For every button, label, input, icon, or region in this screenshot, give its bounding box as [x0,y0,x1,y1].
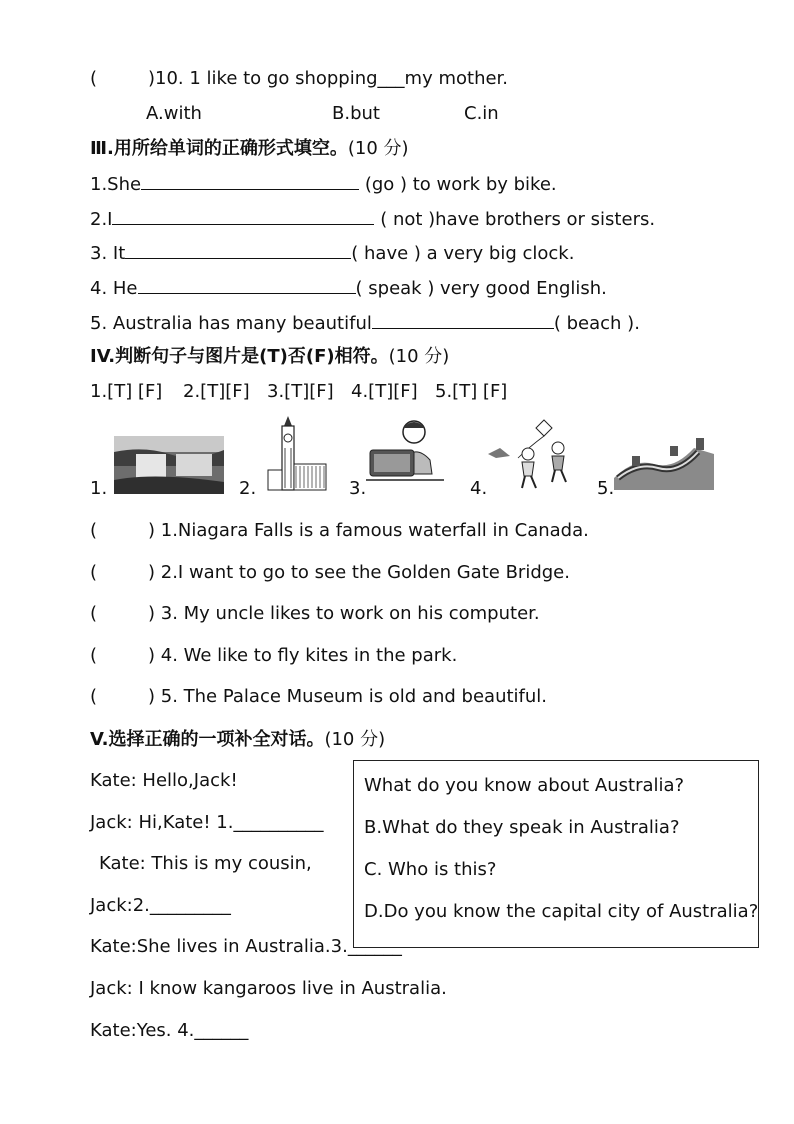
statement-5 [90,686,547,708]
dialogue-line-7: Kate:Yes. 4.______ [90,1020,249,1041]
picture-label-2: 2. [239,478,257,499]
fill-item-2-prefix: 2.I [90,209,113,230]
q10-option-c: C.in [464,103,499,124]
fill-item-1-prefix: 1.She [90,174,142,195]
tf-choice-1[interactable]: 1.[T] [F] [90,381,163,402]
answer-blank[interactable] [372,312,554,329]
dialogue-line-5: Kate:She lives in Australia.3.______ [90,936,402,957]
fill-item-5-prefix: 5. Australia has many beautiful [90,313,372,334]
dialogue-line-2: Jack: Hi,Kate! 1.__________ [90,812,324,833]
boy-computer-picture-icon [366,416,446,490]
tf-choice-2[interactable]: 2.[T][F] [183,381,250,402]
fill-item-4-suffix: ( speak ) very good English. [355,278,607,299]
answer-paren[interactable]: ( [90,520,98,541]
waterfall-picture-icon [114,436,224,494]
picture-label-5: 5. [597,478,615,499]
statement-3 [90,603,540,625]
statement-3-text: ) 3. My uncle likes to work on his computer. [148,603,540,624]
fill-item-1 [90,173,557,196]
dialogue-line-4: Jack:2._________ [90,895,231,916]
statement-4 [90,645,457,667]
statement-2 [90,562,570,584]
great-wall-picture-icon [614,428,714,490]
q10-option-b: B.but [332,103,380,124]
fill-item-4-prefix: 4. He [90,278,138,299]
section-4-points: (10 分) [388,346,450,367]
fill-item-2 [90,208,655,231]
answer-paren[interactable]: ( [90,562,98,583]
dialogue-line-1: Kate: Hello,Jack! [90,770,238,791]
fill-item-4 [90,277,607,300]
kids-kite-picture-icon [488,418,578,492]
answer-paren[interactable]: ( [90,645,98,666]
fill-item-3-prefix: 3. It [90,243,126,264]
statement-4-text: ) 4. We like to fly kites in the park. [148,645,458,666]
answer-blank[interactable] [112,208,374,225]
q10-option-a: A.with [146,103,202,124]
fill-item-5 [90,312,640,335]
picture-label-4: 4. [470,478,488,499]
dialogue-line-3: Kate: This is my cousin, [99,853,312,874]
statement-1 [90,520,589,542]
statement-5-text: ) 5. The Palace Museum is old and beautiful. [148,686,548,707]
question-10-text: )10. 1 like to go shopping___my mother. [148,68,509,89]
section-4-title: IV.判断句子与图片是(T)否(F)相符。 [90,346,389,367]
answer-blank[interactable] [138,277,356,294]
answer-blank[interactable] [125,242,351,259]
option-c: C. Who is this? [364,859,497,880]
statement-2-text: ) 2.I want to go to see the Golden Gate Bridge. [148,562,570,583]
tf-choice-3[interactable]: 3.[T][F] [267,381,334,402]
options-box [353,760,759,948]
tf-choice-4[interactable]: 4.[T][F] [351,381,418,402]
question-10 [90,68,508,90]
dialogue-line-6: Jack: I know kangaroos live in Australia. [90,978,447,999]
section-3-points: (10 分) [347,138,409,159]
option-d: D.Do you know the capital city of Australia? [364,901,759,922]
answer-paren: ( [90,68,98,89]
fill-item-5-suffix: ( beach ). [553,313,640,334]
section-4-heading [90,346,449,368]
answer-blank[interactable] [141,173,359,190]
section-5-heading [90,729,385,751]
clock-tower-picture-icon [266,414,328,492]
fill-item-2-suffix: ( not )have brothers or sisters. [374,209,656,230]
option-a: What do you know about Australia? [364,775,685,796]
statement-1-text: ) 1.Niagara Falls is a famous waterfall in Canada. [148,520,589,541]
picture-label-1: 1. [90,478,108,499]
fill-item-1-suffix: (go ) to work by bike. [359,174,557,195]
answer-paren[interactable]: ( [90,603,98,624]
fill-item-3 [90,242,574,265]
section-3-title: Ⅲ.用所给单词的正确形式填空。 [90,138,348,159]
picture-label-3: 3. [349,478,367,499]
tf-choice-5[interactable]: 5.[T] [F] [435,381,508,402]
section-5-points: (10 分) [324,729,386,750]
section-5-title: V.选择正确的一项补全对话。 [90,729,325,750]
section-3-heading [90,138,409,160]
option-b: B.What do they speak in Australia? [364,817,680,838]
fill-item-3-suffix: ( have ) a very big clock. [351,243,575,264]
answer-paren[interactable]: ( [90,686,98,707]
